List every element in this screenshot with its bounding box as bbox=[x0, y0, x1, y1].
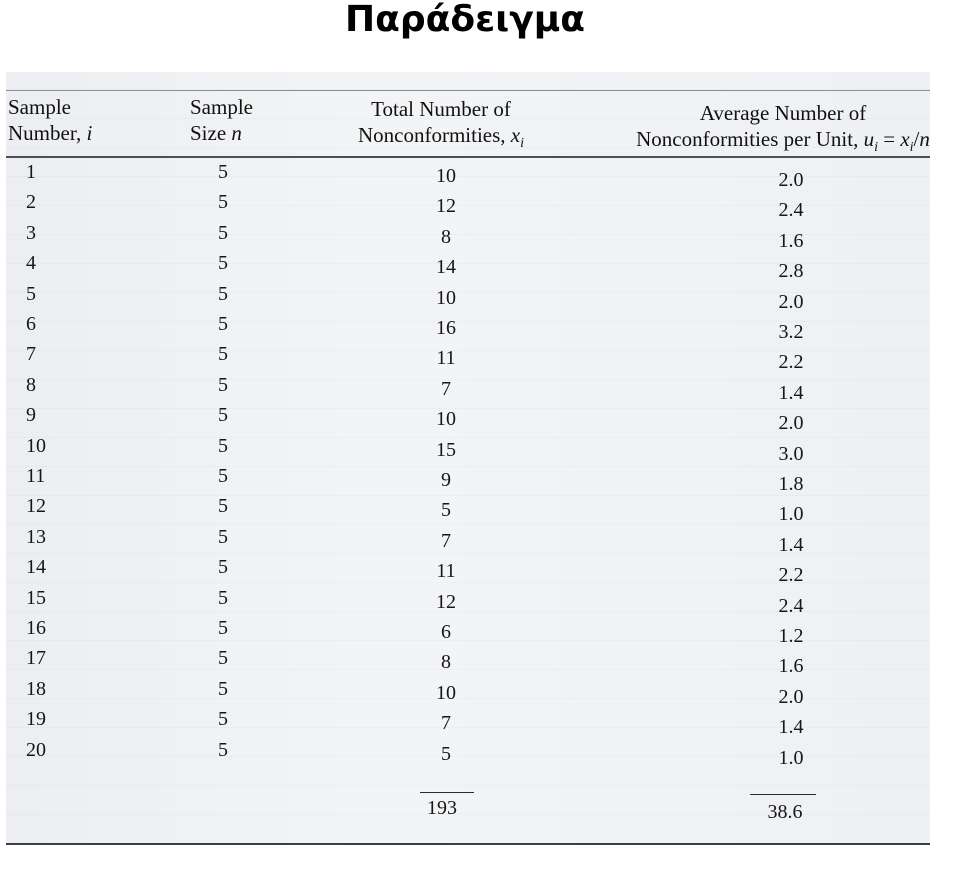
sample-number-cell: 14 bbox=[26, 556, 46, 579]
sample-size-cell: 5 bbox=[218, 404, 228, 427]
average-nonconformities-cell: 2.4 bbox=[778, 594, 804, 617]
sample-number-cell: 9 bbox=[26, 404, 36, 427]
sample-size-cell: 5 bbox=[218, 313, 228, 335]
header-sample-size-line1: Sample bbox=[190, 95, 253, 119]
header-avg-sub1: i bbox=[874, 140, 878, 156]
header-sample-number-label: Number, bbox=[8, 121, 82, 145]
sample-size-cell: 5 bbox=[218, 282, 228, 305]
average-nonconformities-cell: 1.8 bbox=[778, 473, 804, 495]
total-nonconformities-cell: 5 bbox=[441, 499, 451, 522]
sample-number-cell: 10 bbox=[26, 434, 46, 457]
total-nonconformities-cell: 7 bbox=[441, 712, 451, 735]
table-bottom-rule bbox=[6, 843, 930, 845]
total-nonconformities-cell: 10 bbox=[436, 286, 456, 309]
sample-size-cell: 5 bbox=[218, 343, 228, 366]
sample-number-cell: 15 bbox=[26, 586, 46, 609]
average-nonconformities-cell: 3.0 bbox=[778, 442, 804, 465]
sample-size-cell: 5 bbox=[218, 586, 228, 609]
average-nonconformities-cell: 2.0 bbox=[778, 290, 804, 313]
header-sample-number-line2 bbox=[8, 120, 92, 146]
total-nonconformities-cell: 9 bbox=[441, 469, 451, 491]
total-nonconformities-cell: 16 bbox=[436, 317, 456, 339]
average-nonconformities-cell: 1.0 bbox=[778, 746, 804, 769]
header-rule bbox=[6, 156, 930, 158]
header-sample-number-var: i bbox=[86, 121, 93, 145]
average-nonconformities-cell: 2.0 bbox=[778, 412, 804, 435]
table-top-rule bbox=[6, 90, 930, 91]
sample-number-cell: 1 bbox=[26, 161, 36, 183]
total-nonconformities-cell: 8 bbox=[441, 225, 451, 248]
sample-number-cell: 17 bbox=[26, 647, 46, 670]
sample-size-cell: 5 bbox=[218, 677, 228, 700]
sample-size-cell: 5 bbox=[218, 434, 228, 457]
header-sample-number-line1: Sample bbox=[8, 95, 71, 119]
average-nonconformities-cell: 1.6 bbox=[778, 655, 804, 678]
sample-size-cell: 5 bbox=[218, 221, 228, 244]
sample-size-cell: 5 bbox=[218, 373, 228, 396]
sample-number-cell: 5 bbox=[26, 282, 36, 305]
sample-number-cell: 16 bbox=[26, 617, 46, 639]
total-nonconformities-cell: 7 bbox=[441, 377, 451, 400]
average-nonconformities-cell: 2.0 bbox=[778, 169, 804, 191]
sample-number-cell: 8 bbox=[26, 373, 36, 396]
sample-number-cell: 19 bbox=[26, 708, 46, 731]
total-nonconformities-cell: 8 bbox=[441, 651, 451, 674]
header-sample-number bbox=[8, 94, 92, 146]
average-nonconformities-cell: 1.6 bbox=[778, 229, 804, 252]
header-total-var: x bbox=[510, 123, 521, 147]
header-avg-label: Nonconformities per Unit, bbox=[636, 127, 859, 151]
total-nonconformities-cell: 11 bbox=[436, 347, 456, 370]
total-nonconformities-cell: 11 bbox=[436, 560, 456, 583]
total-nonconformities-cell: 10 bbox=[436, 165, 456, 187]
sample-number-cell: 11 bbox=[26, 465, 46, 487]
sample-number-cell: 4 bbox=[26, 252, 36, 275]
total-nonconformities-cell: 14 bbox=[436, 256, 456, 279]
total-nonconformities-cell: 5 bbox=[441, 742, 451, 765]
average-nonconformities-cell: 1.4 bbox=[778, 716, 804, 739]
sample-size-cell: 5 bbox=[218, 647, 228, 670]
average-nonconformities-cell: 1.4 bbox=[778, 533, 804, 556]
sample-number-cell: 13 bbox=[26, 525, 46, 548]
header-sample-size-line2 bbox=[190, 120, 253, 146]
header-avg-line1: Average Number of bbox=[699, 101, 867, 125]
total-nonconformities-cell: 10 bbox=[436, 408, 456, 431]
sample-number-cell: 3 bbox=[26, 221, 36, 244]
header-avg-n: n bbox=[919, 127, 930, 151]
sample-number-cell: 2 bbox=[26, 191, 36, 214]
sample-size-cell: 5 bbox=[218, 465, 228, 487]
sample-number-cell: 20 bbox=[26, 738, 46, 761]
header-avg-eq: = bbox=[877, 127, 901, 151]
total-nonconformities-cell: 12 bbox=[436, 590, 456, 613]
average-nonconformities-cell: 1.0 bbox=[778, 503, 804, 526]
header-sample-size-var: n bbox=[231, 121, 242, 145]
sample-size-cell: 5 bbox=[218, 708, 228, 731]
average-nonconformities-cell: 1.2 bbox=[778, 625, 804, 647]
page-title: Παράδειγμα bbox=[345, 0, 585, 40]
header-avg-sub2: i bbox=[909, 140, 914, 156]
sample-size-cell: 5 bbox=[218, 252, 228, 275]
average-sum-rule bbox=[750, 794, 816, 795]
header-avg-u: u bbox=[863, 127, 875, 151]
average-nonconformities-cell: 2.2 bbox=[778, 564, 804, 587]
sample-size-cell: 5 bbox=[218, 495, 228, 518]
header-average-nonconformities bbox=[628, 100, 938, 161]
average-nonconformities-cell: 3.2 bbox=[778, 321, 804, 343]
total-sum-rule bbox=[420, 792, 474, 793]
sample-number-cell: 7 bbox=[26, 343, 36, 366]
sample-size-cell: 5 bbox=[218, 556, 228, 579]
total-nonconformities-sum: 193 bbox=[427, 797, 457, 819]
header-sample-size-label: Size bbox=[190, 121, 227, 145]
header-total-label: Nonconformities, bbox=[357, 123, 506, 147]
header-avg-x: x bbox=[900, 127, 910, 151]
total-nonconformities-cell: 10 bbox=[436, 681, 456, 704]
total-nonconformities-cell: 15 bbox=[436, 438, 456, 461]
sample-size-cell: 5 bbox=[218, 738, 228, 761]
header-avg-div: / bbox=[913, 127, 920, 151]
sample-number-cell: 18 bbox=[26, 677, 46, 700]
total-nonconformities-cell: 12 bbox=[436, 195, 456, 218]
header-sample-size bbox=[190, 94, 253, 146]
sample-size-cell: 5 bbox=[218, 525, 228, 548]
sample-size-cell: 5 bbox=[218, 191, 228, 214]
average-nonconformities-cell: 1.4 bbox=[778, 381, 804, 404]
sample-size-cell: 5 bbox=[218, 161, 228, 183]
header-total-line1: Total Number of bbox=[371, 97, 511, 121]
average-nonconformities-cell: 2.4 bbox=[778, 199, 804, 222]
header-total-line2 bbox=[356, 122, 526, 157]
average-nonconformities-cell: 2.2 bbox=[778, 351, 804, 374]
total-nonconformities-cell: 7 bbox=[441, 529, 451, 552]
average-nonconformities-sum: 38.6 bbox=[767, 801, 803, 823]
sample-number-cell: 6 bbox=[26, 313, 36, 335]
average-nonconformities-cell: 2.0 bbox=[778, 685, 804, 708]
average-nonconformities-cell: 2.8 bbox=[778, 260, 804, 283]
sample-size-cell: 5 bbox=[218, 617, 228, 639]
header-total-sub: i bbox=[520, 136, 525, 152]
header-total-nonconformities bbox=[356, 96, 526, 157]
sample-number-cell: 12 bbox=[26, 495, 46, 518]
total-nonconformities-cell: 6 bbox=[441, 621, 451, 643]
